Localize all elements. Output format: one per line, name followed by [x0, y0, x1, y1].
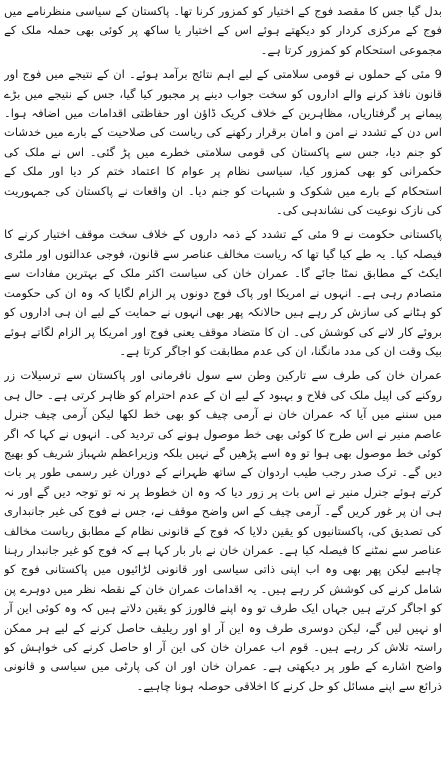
article-paragraph: پاکستانی حکومت نے 9 مئی کے تشدد کے ذمہ داروں کے خلاف سخت موقف اختیار کرنے کا فیصلہ کیا۔ یہ طے کیا گیا تھا کہ ریاست مخالف عناصر سے قانون، فوجی عدالتوں اور ملٹری ایکٹ کے مطابق نمٹا جائے گا۔ عمران خان کی سیاست اکثر ملک کے بہترین مفادات سے متصادم رہی ہے۔ انہوں نے امریکا اور پاک فوج دونوں پر الزام لگایا کہ وہ ان کی حکومت کو ہٹانے کی سازش کر رہے ہیں حالانکہ پھر بھی انہوں نے حمایت کے لیے ان ہی اداروں کو بروئے کار لانے کی کوشش کی۔ ان کا متضاد موقف یعنی فوج اور امریکا پر الزام لگاتے ہوئے بیک وقت ان کی مدد مانگنا، ان کی عدم مطابقت کو اجاگر کرتا ہے۔ — [4, 227, 442, 358]
article-paragraph: 9 مئی کے حملوں نے قومی سلامتی کے لیے اہم نتائج برآمد ہوئے۔ ان کے نتیجے میں فوج اور قانون نافذ کرنے والے اداروں کو سخت جواب دینے پر مجبور کیا گیا، جس کے نتیجے میں بڑے پیمانے پر گرفتاریاں، مظاہرین کے خلاف کریک ڈاؤن اور حفاظتی اقدامات میں اضافہ ہوا۔ اس دن کے تشدد نے امن و امان برقرار رکھنے کی ریاست کی صلاحیت کے بارے میں خدشات کو جنم دیا، جس سے پاکستان کی قومی سلامتی خطرے میں پڑ گئی۔ اس نے ملک کی حکمرانی کو بھی کمزور کیا، سیاسی نظام پر عوام کا اعتماد ختم کر دیا اور ملک کے استحکام کے بارے میں شکوک و شبہات کو جنم دیا۔ ان واقعات نے پاکستان کی جمہوریت کی نازک نوعیت کی نشاندہی کی۔ — [4, 67, 442, 218]
article-paragraph: بدل گیا جس کا مقصد فوج کے اختیار کو کمزور کرنا تھا۔ پاکستان کے سیاسی منظرنامے میں فوج کے مرکزی کردار کو دیکھتے ہوئے اس کے اختیار یا ساکھ پر کوئی بھی حملہ ملک کے مجموعی استحکام کو کمزور کرتا ہے۔ — [4, 4, 442, 57]
article-paragraph: عمران خان کی طرف سے تارکین وطن سے سول نافرمانی اور پاکستان سے ترسیلات زر روکنے کی اپیل ملک کی فلاح و بہبود کے لیے ان کے عدم احترام کو ظاہر کرتی ہے۔ حال ہی میں سننے میں آیا کہ عمران خان نے آرمی چیف کو بھی خط لکھا لیکن آرمی چیف جنرل عاصم منیر نے اس طرح کا کوئی بھی خط موصول ہونے کی تردید کی۔ انہوں نے کہا کہ اگر کوئی خط موصول بھی ہوا تو وہ اسے پڑھیں گے نہیں بلکہ وزیراعظم شہباز شریف کو بھیج دیں گے۔ ترک صدر رجب طیب اردوان کے ساتھ ظہرانے کے دوران غیر رسمی طور پر بات کرتے ہوئے جنرل منیر نے اس بات پر زور دیا کہ وہ ان خطوط پر نہ تو توجہ دیں گے اور نہ ہی ان پر غور کریں گے۔ آرمی چیف کے اس واضح موقف نے، جس نے فوج کی غیر جانبداری کی تصدیق کی، پاکستانیوں کو یقین دلایا کہ فوج کے قانونی نظام کے مطابق ریاست مخالف عناصر سے نمٹنے کا فیصلہ کیا ہے۔ عمران خان نے بار بار کہا ہے کہ فوج کو غیر جانبدار رہنا چاہیے لیکن پھر بھی وہ اب اپنی ذاتی سیاسی اور قانونی لڑائیوں میں پاکستانی فوج کو شامل کرنے کی کوشش کر رہے ہیں۔ یہ اقدامات عمران خان کے نقطہ نظر میں دوہرے پن کو اجاگر کرتے ہیں جہاں ایک طرف تو وہ اپنے فالورز کو یقین دلاتے ہیں کہ وہ کوئی این آر او نہیں لیں گے، لیکن دوسری طرف وہ این آر او اور ریلیف حاصل کرنے کے لیے ہر ممکن راستہ تلاش کر رہے ہیں۔ قوم اب عمران خان کی این آر او حاصل کرنے کی خواہش کو واضح اشارے کے طور پر دیکھتی ہے۔ عمران خان اور ان کی پارٹی میں سیاسی و قانونی ذرائع سے اپنے مسائل کو حل کرنے کا اخلاقی حوصلہ ہونا چاہیے۔ — [4, 368, 442, 693]
article-body — [4, 2, 442, 760]
